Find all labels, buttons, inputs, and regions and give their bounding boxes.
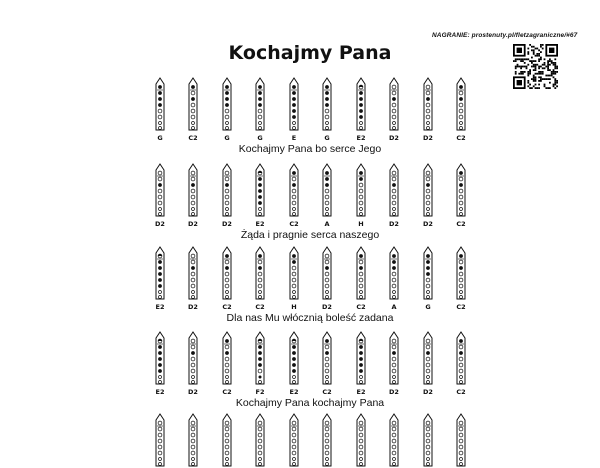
note-label: D2: [389, 134, 399, 142]
recorder-fingering-icon: [154, 162, 166, 218]
note-label: D2: [188, 220, 198, 228]
recorder-fingering-icon: [422, 330, 434, 386]
recorder-fingering-icon: [221, 412, 233, 468]
recorder-fingering-icon: [455, 245, 467, 301]
recorder-fingering-icon: [221, 330, 233, 386]
recorder-fingering-icon: [187, 162, 199, 218]
recorder-fingering-icon: [187, 245, 199, 301]
note-label: F2: [255, 388, 265, 396]
note-label: D2: [389, 388, 399, 396]
recorder-fingering-icon: [288, 245, 300, 301]
recorder-fingering-icon: [355, 162, 367, 218]
note-label: E2: [255, 220, 265, 228]
note-label: E2: [155, 303, 165, 311]
recorder-fingering-icon: [321, 245, 333, 301]
recorder-fingering-icon: [187, 412, 199, 468]
note-label: C2: [255, 303, 265, 311]
note-label: C2: [222, 388, 232, 396]
note-label: H: [358, 220, 364, 228]
recorder-fingering-icon: [254, 412, 266, 468]
recorder-fingering-icon: [355, 412, 367, 468]
note-label: C2: [456, 220, 466, 228]
note-label: G: [425, 303, 431, 311]
note-label: E2: [289, 388, 299, 396]
recorder-fingering-icon: [321, 330, 333, 386]
note-label: D2: [188, 388, 198, 396]
note-label: C2: [289, 220, 299, 228]
recorder-fingering-icon: [154, 330, 166, 386]
recorder-fingering-icon: [455, 162, 467, 218]
recorder-fingering-icon: [288, 412, 300, 468]
note-label: G: [257, 134, 263, 142]
lyric-line: Dla nas Mu włócznią boleść zadana: [226, 312, 394, 324]
lyric-line: Kochajmy Pana kochajmy Pana: [235, 397, 385, 409]
recorder-fingering-icon: [422, 162, 434, 218]
note-label: G: [324, 134, 330, 142]
lyric-line: Kochajmy Pana bo serce Jego: [238, 143, 382, 155]
recorder-fingering-icon: [288, 162, 300, 218]
note-label: C2: [188, 134, 198, 142]
recorder-fingering-icon: [455, 330, 467, 386]
recorder-fingering-icon: [187, 76, 199, 132]
recorder-fingering-icon: [422, 245, 434, 301]
note-label: G: [157, 134, 163, 142]
recorder-fingering-icon: [388, 245, 400, 301]
note-label: D2: [389, 220, 399, 228]
recorder-fingering-icon: [254, 245, 266, 301]
recorder-fingering-icon: [355, 76, 367, 132]
recorder-fingering-icon: [355, 245, 367, 301]
note-label: G: [224, 134, 230, 142]
note-label: E2: [356, 134, 366, 142]
note-label: A: [324, 220, 330, 228]
note-label: C2: [222, 303, 232, 311]
note-label: H: [291, 303, 297, 311]
recorder-fingering-icon: [154, 245, 166, 301]
note-label: D2: [222, 220, 232, 228]
note-label: D2: [423, 134, 433, 142]
recorder-fingering-icon: [254, 162, 266, 218]
recorder-fingering-icon: [254, 330, 266, 386]
lyric-line: Żąda i pragnie serca naszego: [240, 229, 380, 241]
note-label: E: [291, 134, 297, 142]
note-label: E2: [356, 388, 366, 396]
note-label: D2: [423, 220, 433, 228]
recorder-fingering-icon: [455, 412, 467, 468]
note-label: D2: [423, 388, 433, 396]
recorder-fingering-icon: [388, 412, 400, 468]
recorder-fingering-icon: [422, 412, 434, 468]
note-label: E2: [155, 388, 165, 396]
recorder-fingering-icon: [221, 162, 233, 218]
note-label: D2: [188, 303, 198, 311]
recorder-fingering-icon: [187, 330, 199, 386]
note-label: A: [391, 303, 397, 311]
recorder-fingering-icon: [388, 76, 400, 132]
recording-link[interactable]: NAGRANIE: prostenuty.pl/fletzagraniczne/#67: [432, 32, 578, 39]
recorder-fingering-icon: [221, 245, 233, 301]
recorder-fingering-icon: [388, 330, 400, 386]
note-label: C2: [456, 303, 466, 311]
recorder-fingering-icon: [254, 76, 266, 132]
recorder-fingering-icon: [288, 76, 300, 132]
recorder-fingering-icon: [288, 330, 300, 386]
note-label: C2: [322, 388, 332, 396]
note-label: C2: [456, 134, 466, 142]
qr-code-icon[interactable]: [513, 44, 558, 89]
note-label: C2: [356, 303, 366, 311]
note-label: C2: [456, 388, 466, 396]
page-title: Kochajmy Pana: [228, 42, 392, 64]
recorder-fingering-icon: [154, 76, 166, 132]
recorder-fingering-icon: [355, 330, 367, 386]
note-label: D2: [155, 220, 165, 228]
recorder-fingering-icon: [321, 76, 333, 132]
note-label: D2: [322, 303, 332, 311]
recorder-fingering-icon: [321, 162, 333, 218]
recorder-fingering-icon: [154, 412, 166, 468]
recorder-fingering-icon: [455, 76, 467, 132]
recorder-fingering-icon: [321, 412, 333, 468]
recorder-fingering-icon: [422, 76, 434, 132]
recorder-fingering-icon: [221, 76, 233, 132]
recorder-fingering-icon: [388, 162, 400, 218]
